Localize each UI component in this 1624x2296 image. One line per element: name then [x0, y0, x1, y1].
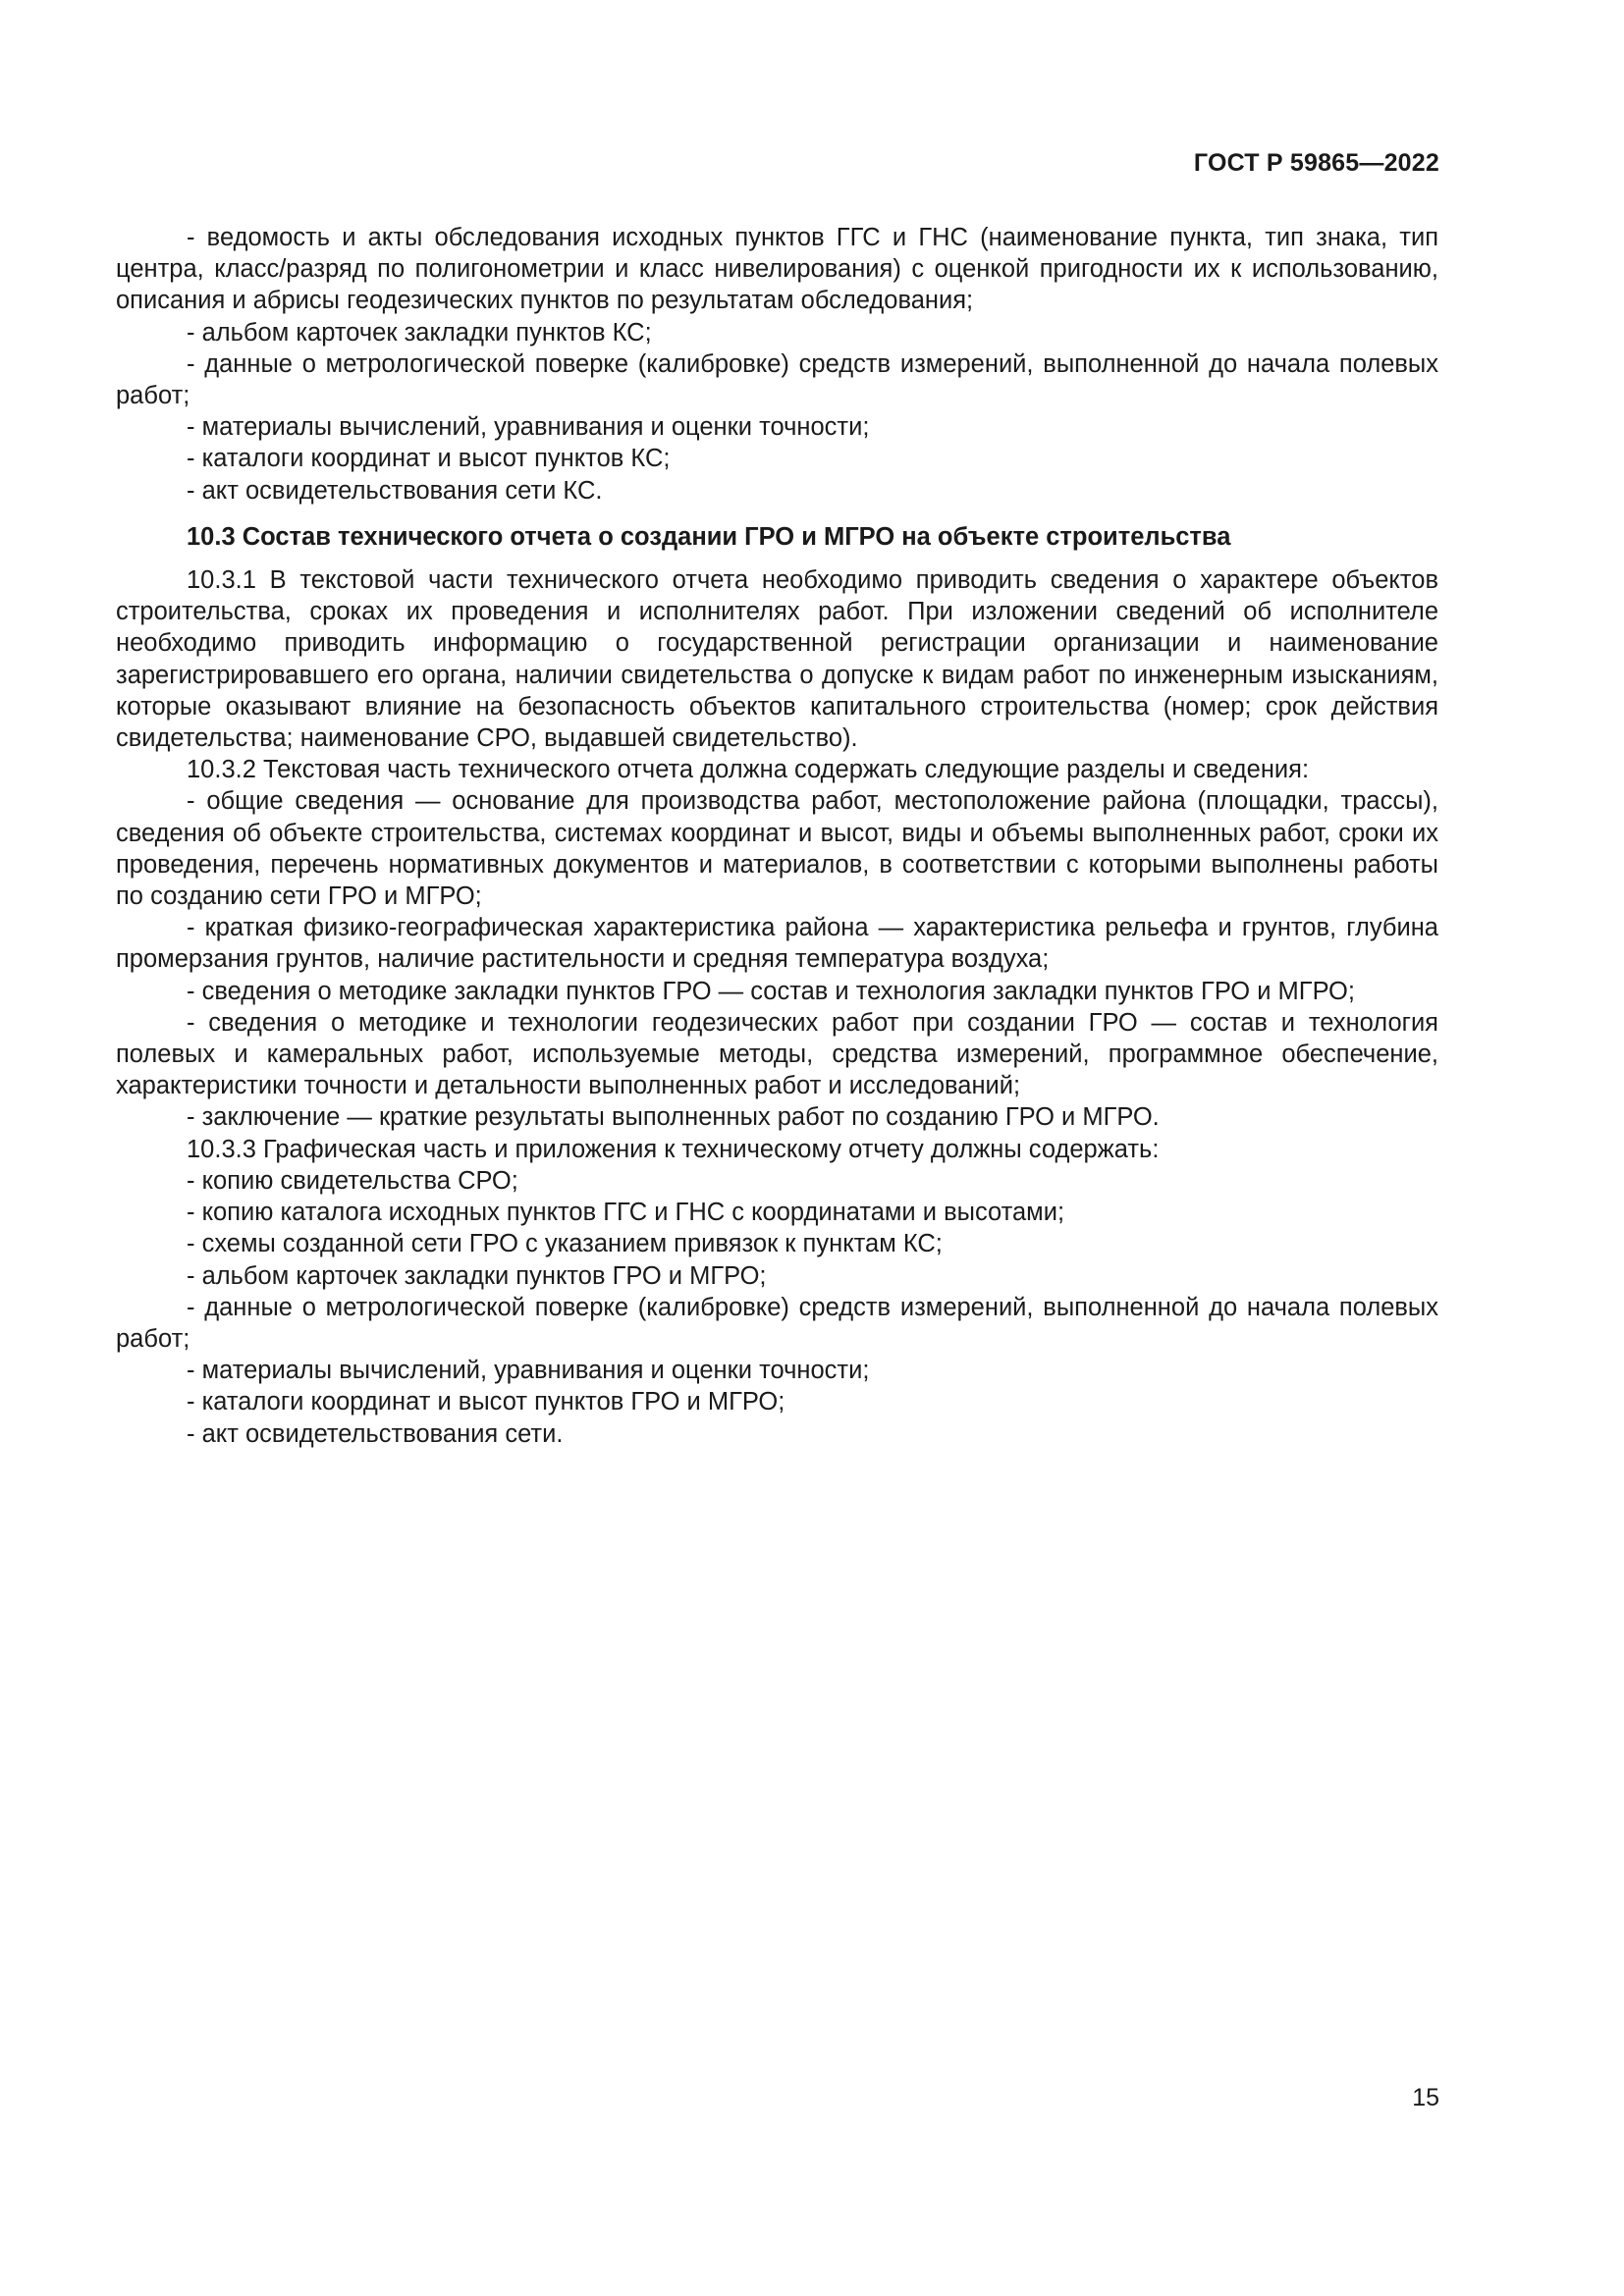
paragraph-10-3-1: 10.3.1 В текстовой части технического отчета необходимо приводить сведения о характере объектов строительства, сроках их проведения и исполнителях работ. При изложении сведений об исполнителе необходимо приводить информацию о государственной регистрации организации и наименование зарегистрировавшего его органа, наличии свидетельства о допуске к видам работ по инженерным изысканиям, которые оказывают влияние на безопасность объектов капитального строительства (номер; срок действия свидетельства; наименование СРО, выдавшей свидетельство).: [116, 566, 1438, 753]
list-item: - копию свидетельства СРО;: [187, 1166, 518, 1195]
document-body: [116, 222, 1438, 1450]
list-item: - копию каталога исходных пунктов ГГС и ГНС с координатами и высотами;: [187, 1199, 1065, 1227]
paragraph-10-3-3: 10.3.3 Графическая часть и приложения к техническому отчету должны содержать:: [187, 1135, 1160, 1163]
paragraph-10-3-2: 10.3.2 Текстовая часть технического отчета должна содержать следующие разделы и сведения:: [187, 756, 1310, 784]
list-item: - данные о метрологической поверке (калибровке) средств измерений, выполненной до начала полевых работ;: [116, 1293, 1438, 1353]
list-item: - данные о метрологической поверке (калибровке) средств измерений, выполненной до начала полевых работ;: [116, 349, 1438, 410]
list-item: - каталоги координат и высот пунктов КС;: [187, 445, 671, 473]
list-item: - альбом карточек закладки пунктов ГРО и МГРО;: [187, 1261, 767, 1290]
list-item: - схемы созданной сети ГРО с указанием привязок к пунктам КС;: [187, 1230, 943, 1258]
list-item: - каталоги координат и высот пунктов ГРО и МГРО;: [187, 1388, 785, 1416]
list-item: - сведения о методике и технологии геодезических работ при создании ГРО — состав и технология полевых и камеральных работ, используемые методы, средства измерений, программное обеспечение, характеристики точности и детальности выполненных работ и исследований;: [116, 1008, 1438, 1100]
list-item: - акт освидетельствования сети.: [187, 1419, 564, 1448]
list-item: - материалы вычислений, уравнивания и оценки точности;: [187, 413, 870, 442]
list-item: - материалы вычислений, уравнивания и оценки точности;: [187, 1357, 870, 1385]
page-number: 15: [1412, 2084, 1439, 2111]
section-heading: 10.3 Состав технического отчета о создании ГРО и МГРО на объекте строительства: [187, 522, 1231, 551]
list-item: - заключение — краткие результаты выполненных работ по созданию ГРО и МГРО.: [187, 1103, 1160, 1132]
list-item: - общие сведения — основание для производства работ, местоположение района (площадки, трассы), сведения об объекте строительства, системах координат и высот, виды и объемы выполненных работ, сроки их проведения, перечень нормативных документов и материалов, в соответствии с которыми выполнены работы по созданию сети ГРО и МГРО;: [116, 787, 1438, 911]
list-item: - акт освидетельствования сети КС.: [187, 476, 603, 505]
list-item: - ведомость и акты обследования исходных пунктов ГГС и ГНС (наименование пункта, тип знака, тип центра, класс/разряд по полигонометрии и класс нивелирования) с оценкой пригодности их к использованию, описания и абрисы геодезических пунктов по результатам обследования;: [116, 224, 1438, 315]
list-item: - краткая физико-географическая характеристика района — характеристика рельефа и грунтов, глубина промерзания грунтов, наличие растительности и средняя температура воздуха;: [116, 914, 1438, 974]
list-item: - сведения о методике закладки пунктов ГРО — состав и технология закладки пунктов ГРО и МГРО;: [187, 977, 1355, 1005]
list-item: - альбом карточек закладки пунктов КС;: [187, 318, 652, 347]
document-designation: ГОСТ Р 59865—2022: [1193, 149, 1439, 177]
